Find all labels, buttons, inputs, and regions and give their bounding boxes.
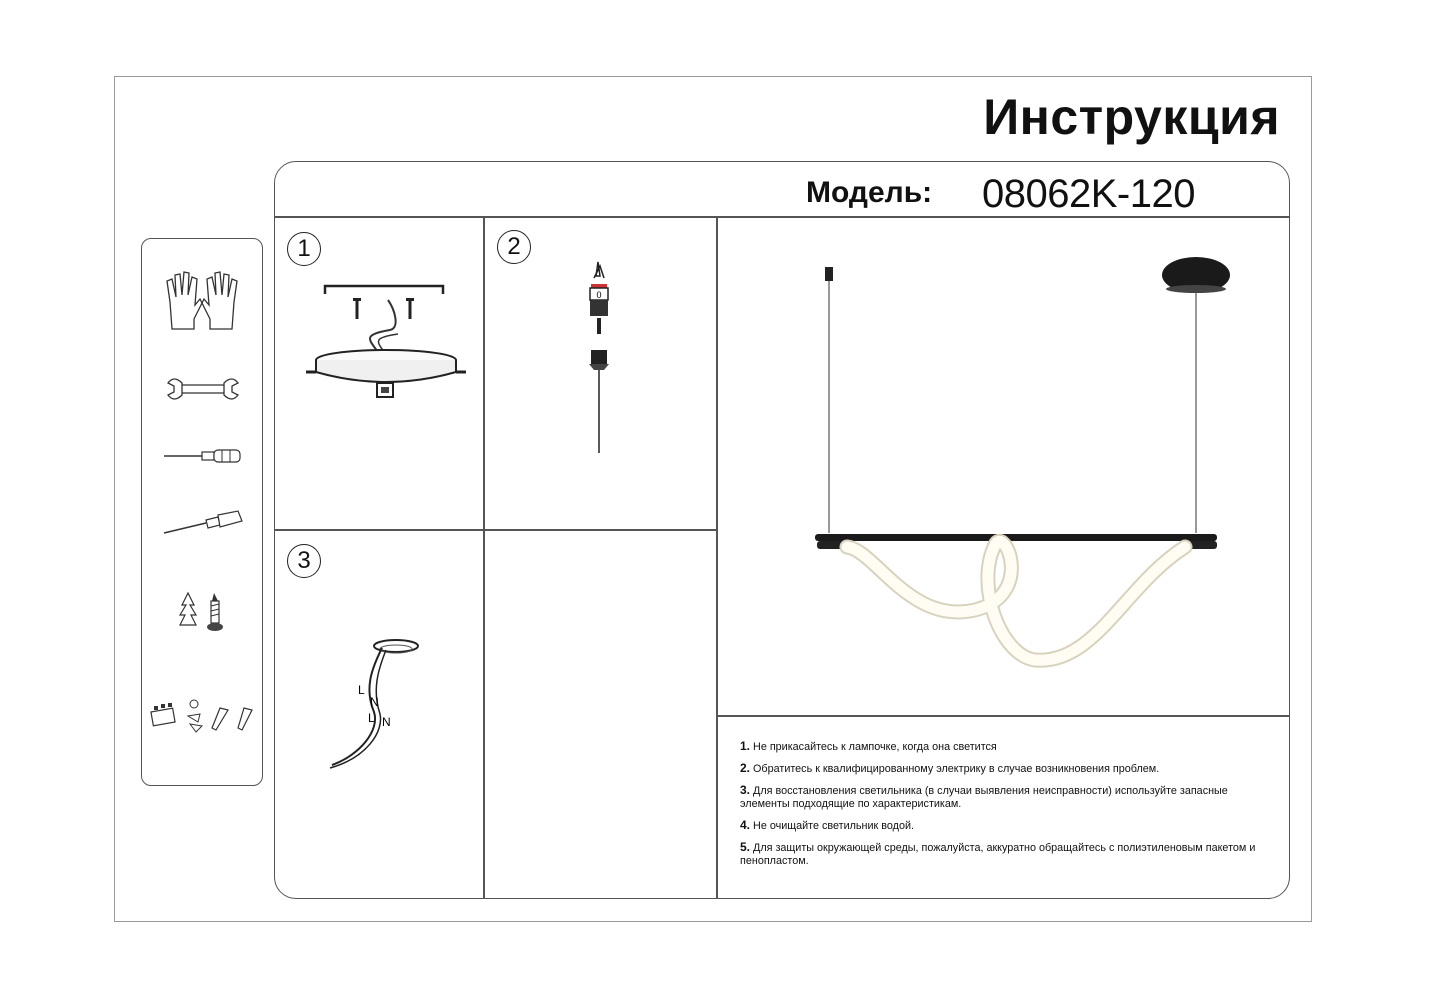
column-divider-2 [716,216,718,898]
wire-l-label: L [368,711,375,725]
wrench-icon [166,377,240,401]
connector-parts-icon [148,694,258,738]
safety-note: 5. Для защиты окружающей среды, пожалуйста, аккуратно обращайтесь с полиэтиленовым пакетом и пенопластом. [740,840,1256,867]
step-3-wiring-illustration [320,630,430,775]
page-title: Инструкция [983,89,1280,145]
wire-l-label: L [358,683,365,697]
step-2-cable-gripper-illustration [580,258,620,458]
pendant-lamp-illustration [805,255,1235,675]
safety-note: 2. Обратитесь к квалифицированному электрику в случае возникновения проблем. [740,761,1160,775]
safety-note: 4. Не очищайте светильник водой. [740,818,914,832]
step-1-number: 1 [287,232,321,266]
row-divider-right [717,715,1289,717]
safety-notes-list [740,740,1270,876]
cross-screwdriver-icon [162,511,244,537]
step-3-number: 3 [287,544,321,578]
step-1-canopy-mounting-illustration [300,280,480,420]
safety-note: 3. Для восстановления светильника (в случаи выявления неисправности) используйте запасные элементы подходящие по характеристикам. [740,783,1228,810]
header-divider [275,216,1289,218]
model-label: Модель: [806,176,933,209]
wire-n-label: N [370,695,379,709]
flat-screwdriver-icon [162,449,244,463]
wire-n-label: N [382,715,391,729]
tools-panel [141,238,263,786]
anchor-screw-icon [178,591,228,635]
step-2-number: 2 [497,230,531,264]
model-value: 08062K-120 [982,172,1195,216]
column-divider-1 [483,216,485,898]
gloves-icon [164,267,240,333]
row-divider-left [275,529,716,531]
gripper-counter-label: 0 [596,290,602,300]
safety-note: 1. Не прикасайтесь к лампочке, когда она светится [740,739,997,753]
screw-icon [353,298,414,319]
